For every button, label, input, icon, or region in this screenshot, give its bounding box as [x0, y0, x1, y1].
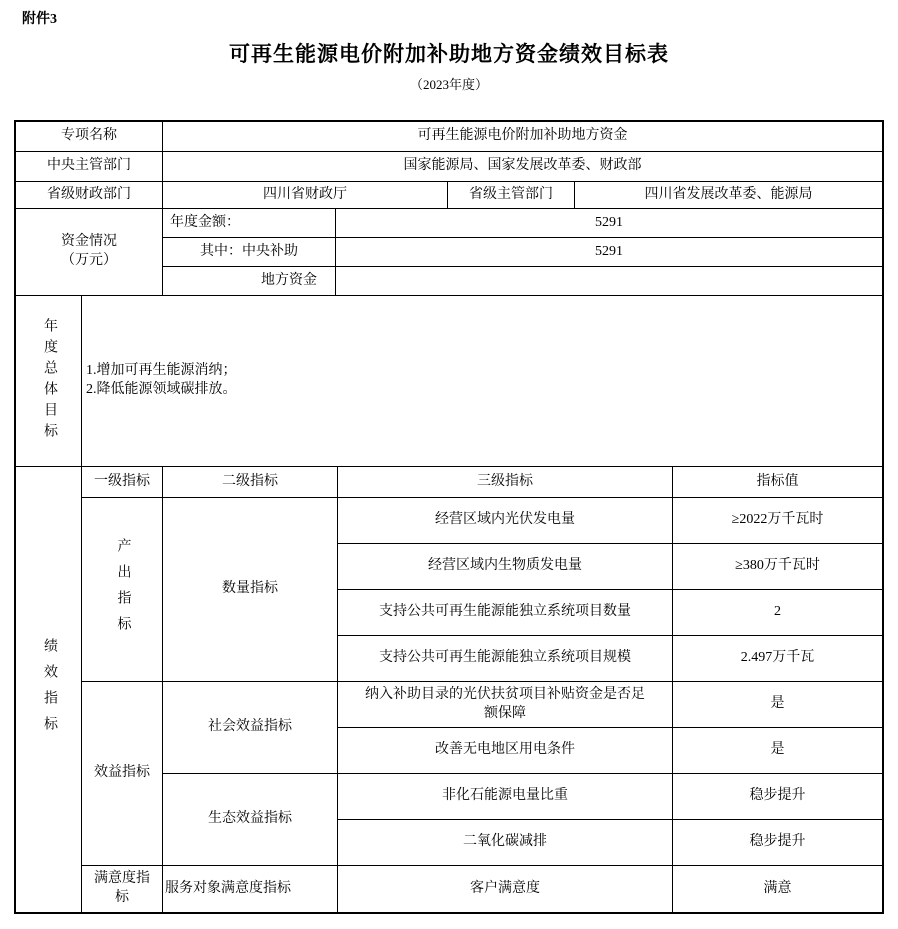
indicator-value: ≥380万千瓦时	[673, 544, 882, 590]
level1-satisfaction-label: 满意度指标	[82, 866, 163, 912]
indicator-name: 经营区域内光伏发电量	[338, 498, 673, 544]
annual-amount-label: 年度金额：	[163, 209, 336, 238]
indicator-name: 非化石能源电量比重	[338, 774, 673, 820]
indicator-value: 是	[673, 682, 882, 728]
annual-goal-content: 1.增加可再生能源消纳； 2.降低能源领域碳排放。	[82, 296, 882, 467]
indicator-name: 客户满意度	[338, 866, 673, 912]
header-level3: 三级指标	[338, 467, 673, 498]
provincial-dept-label: 省级主管部门	[448, 182, 575, 209]
indicator-value: 2	[673, 590, 882, 636]
indicator-value: 稳步提升	[673, 774, 882, 820]
project-name-value: 可再生能源电价附加补助地方资金	[163, 122, 882, 152]
annual-amount-value: 5291	[336, 209, 882, 238]
central-subsidy-label: 其中：中央补助	[163, 238, 336, 267]
header-level2: 二级指标	[163, 467, 338, 498]
indicator-name: 支持公共可再生能源能独立系统项目数量	[338, 590, 673, 636]
annual-goal-label: 年度总体目标	[16, 296, 82, 467]
indicators-section-label: 绩效指标	[16, 467, 82, 912]
provincial-dept-value: 四川省发展改革委、能源局	[575, 182, 882, 209]
level2-service-label: 服务对象满意度指标	[163, 866, 338, 912]
indicator-name: 支持公共可再生能源能独立系统项目规模	[338, 636, 673, 682]
page-subtitle: （2023年度）	[409, 77, 488, 92]
indicator-value: 2.497万千瓦	[673, 636, 882, 682]
indicator-name: 二氧化碳减排	[338, 820, 673, 866]
level1-output-label: 产出指标	[82, 498, 163, 682]
level1-benefit-label: 效益指标	[82, 682, 163, 866]
indicator-name: 纳入补助目录的光伏扶贫项目补贴资金是否足额保障	[338, 682, 673, 728]
indicator-value: 是	[673, 728, 882, 774]
attachment-label: 附件3	[22, 12, 57, 27]
indicator-value: 稳步提升	[673, 820, 882, 866]
header-value: 指标值	[673, 467, 882, 498]
funds-section-label: 资金情况 （万元）	[16, 209, 163, 296]
level2-social-label: 社会效益指标	[163, 682, 338, 774]
basic-info-section	[16, 122, 882, 182]
local-funds-label: 地方资金	[163, 267, 336, 296]
provincial-finance-label: 省级财政部门	[16, 182, 163, 209]
indicator-value: 满意	[763, 880, 792, 896]
performance-target-table	[14, 120, 884, 914]
indicator-name: 改善无电地区用电条件	[338, 728, 673, 774]
indicators-section	[16, 467, 882, 912]
level2-quantity-label: 数量指标	[163, 498, 338, 682]
central-dept-label: 中央主管部门	[16, 152, 163, 182]
indicator-name: 经营区域内生物质发电量	[338, 544, 673, 590]
funds-section	[16, 209, 882, 296]
central-dept-value: 国家能源局、国家发展改革委、财政部	[163, 152, 882, 182]
page-title: 可再生能源电价附加补助地方资金绩效目标表	[229, 42, 669, 66]
local-funds-value	[336, 267, 882, 296]
project-name-label: 专项名称	[16, 122, 163, 152]
central-subsidy-value: 5291	[336, 238, 882, 267]
provincial-finance-value: 四川省财政厅	[163, 182, 448, 209]
annual-goal-section	[16, 296, 882, 467]
indicator-value: ≥2022万千瓦时	[673, 498, 882, 544]
level2-eco-label: 生态效益指标	[163, 774, 338, 866]
provincial-dept-row	[16, 182, 882, 209]
header-level1: 一级指标	[82, 467, 163, 498]
